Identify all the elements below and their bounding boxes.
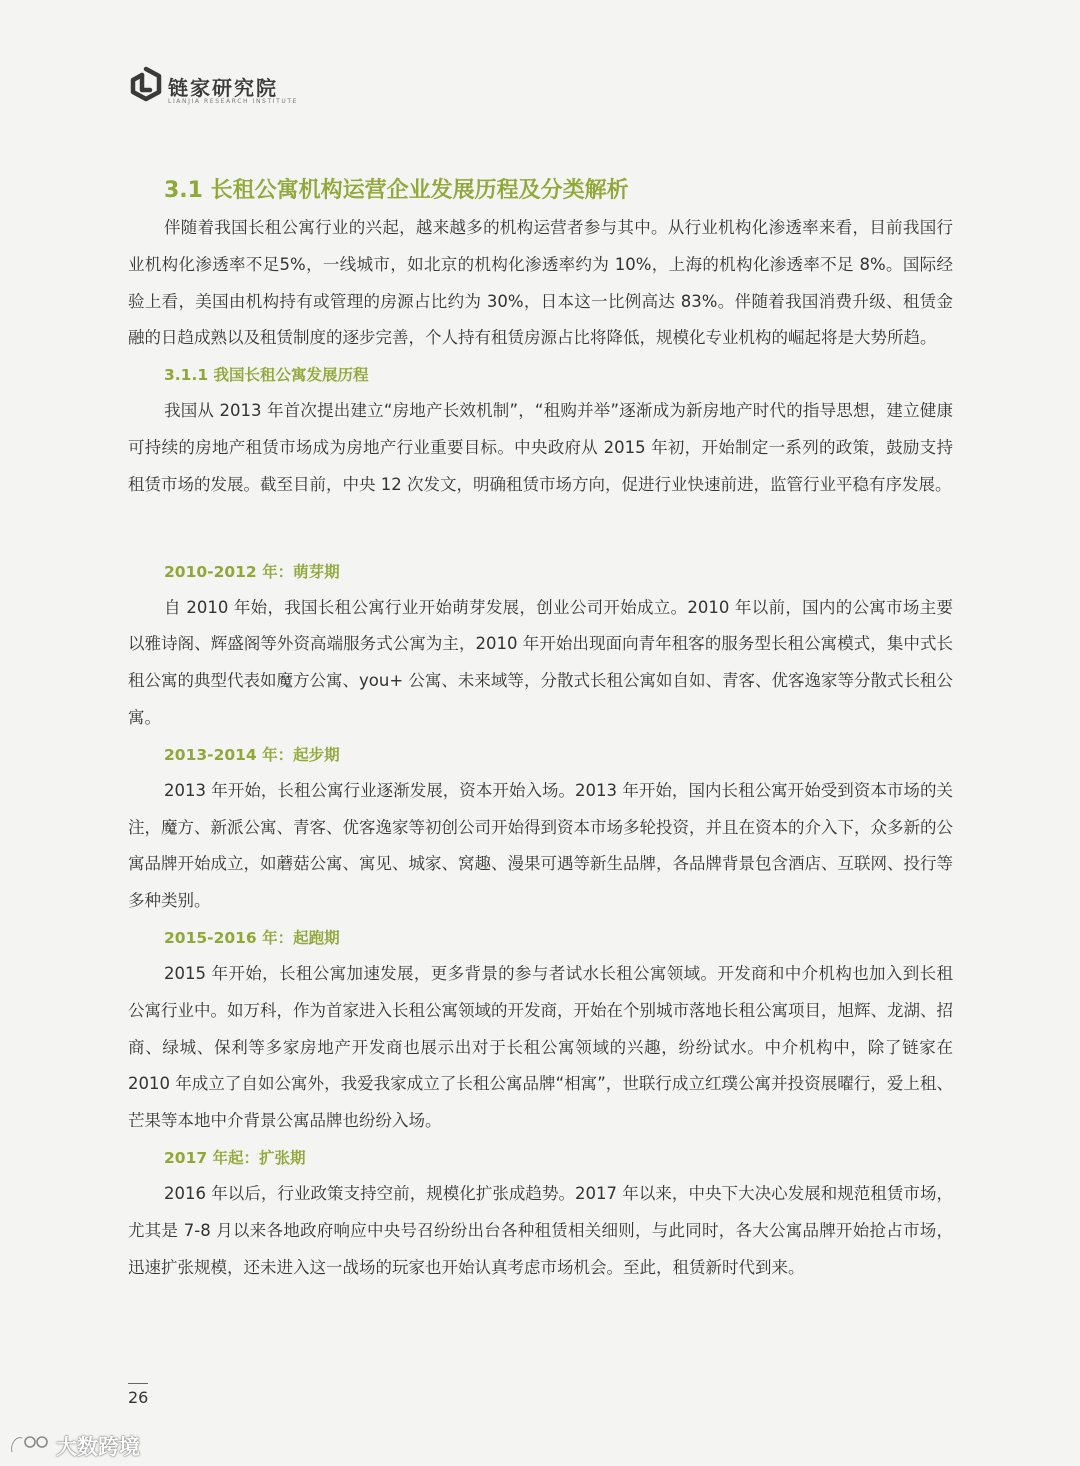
phase-title-sprouting: 2010-2012 年：萌芽期 bbox=[164, 562, 340, 581]
watermark-logo-icon bbox=[8, 1430, 54, 1458]
phase-paragraph-accelerating: 2015 年开始，长租公寓加速发展，更多背景的参与者试水长租公寓领域。开发商和中介机构也加入到长租公寓行业中。如万科，作为首家进入长租公寓领域的开发商，开始在个别城市落地长租公寓项目，旭辉、龙湖、招商、绿城、保利等多家房地产开发商也展示出对于长租公寓领域的兴趣，纷纷试水。中介机构中，除了链家在 2010 年成立了自如公寓外，我爱我家成立了长租公寓品牌“相寓”，世联行成立红璞公寓并投资展曜行，爱上租、芒果等本地中介背景公寓品牌也纷纷入场。 bbox=[128, 963, 953, 1131]
subsection-title: 3.1.1 我国长租公寓发展历程 bbox=[164, 366, 369, 385]
brand-name: 链家研究院 bbox=[168, 76, 278, 100]
watermark-text: 大数跨境 bbox=[56, 1435, 140, 1459]
phase-paragraph-expansion: 2016 年以后，行业政策支持空前，规模化扩张成趋势。2017 年以来，中央下大决心发展和规范租赁市场，尤其是 7-8 月以来各地政府响应中央号召纷纷出台各种租赁相关细则，与此同时，各大公寓品牌开始抢占市场，迅速扩张规模，还未进入这一战场的玩家也开始认真考虑市场机会。至此，租赁新时代到来。 bbox=[128, 1183, 953, 1277]
phase-title-starting: 2013-2014 年：起步期 bbox=[164, 745, 340, 764]
section-intro-paragraph: 伴随着我国长租公寓行业的兴起，越来越多的机构运营者参与其中。从行业机构化渗透率来看，目前我国行业机构化渗透率不足5%，一线城市，如北京的机构化渗透率约为 10%，上海的机构化渗透率不足 8%。国际经验上看，美国由机构持有或管理的房源占比约为 30%，日本这一比例高达 83%。伴随着我国消费升级、租赁金融的日趋成熟以及租赁制度的逐步完善，个人持有租赁房源占比将降低，规模化专业机构的崛起将是大势所趋。 bbox=[128, 218, 953, 348]
subsection-paragraph: 我国从 2013 年首次提出建立“房地产长效机制”，“租购并举”逐渐成为新房地产时代的指导思想，建立健康可持续的房地产租赁市场成为房地产行业重要目标。中央政府从 2015 年初，开始制定一系列的政策，鼓励支持租赁市场的发展。截至目前，中央 12 次发文，明确租赁市场方向，促进行业快速前进，监管行业平稳有序发展。 bbox=[128, 401, 953, 494]
phase-title-accelerating: 2015-2016 年：起跑期 bbox=[164, 928, 340, 947]
page-content bbox=[128, 172, 953, 1286]
section-title: 3.1 长租公寓机构运营企业发展历程及分类解析 bbox=[164, 178, 629, 203]
phase-paragraph-starting: 2013 年开始，长租公寓行业逐渐发展，资本开始入场。2013 年开始，国内长租公寓开始受到资本市场的关注，魔方、新派公寓、青客、优客逸家等初创公司开始得到资本市场多轮投资，并且在资本的介入下，众多新的公寓品牌开始成立，如蘑菇公寓、寓见、城家、窝趣、漫果可遇等新生品牌，各品牌背景包含酒店、互联网、投行等多种类别。 bbox=[128, 780, 953, 911]
lianjia-logo-icon bbox=[128, 66, 164, 106]
brand-subtitle: LIANJIA RESEARCH INSTITUTE bbox=[168, 98, 299, 105]
phase-paragraph-sprouting: 自 2010 年始，我国长租公寓行业开始萌芽发展，创业公司开始成立。2010 年以前，国内的公寓市场主要以雅诗阁、辉盛阁等外资高端服务式公寓为主，2010 年开始出现面向青年租客的服务型长租公寓模式，集中式长租公寓的典型代表如魔方公寓、you+ 公寓、未来域等，分散式长租公寓如自如、青客、优客逸家等分散式长租公寓。 bbox=[128, 597, 953, 727]
page-number-rule bbox=[128, 1383, 148, 1384]
page-number: 26 bbox=[128, 1388, 149, 1407]
phase-title-expansion: 2017 年起：扩张期 bbox=[164, 1148, 306, 1167]
